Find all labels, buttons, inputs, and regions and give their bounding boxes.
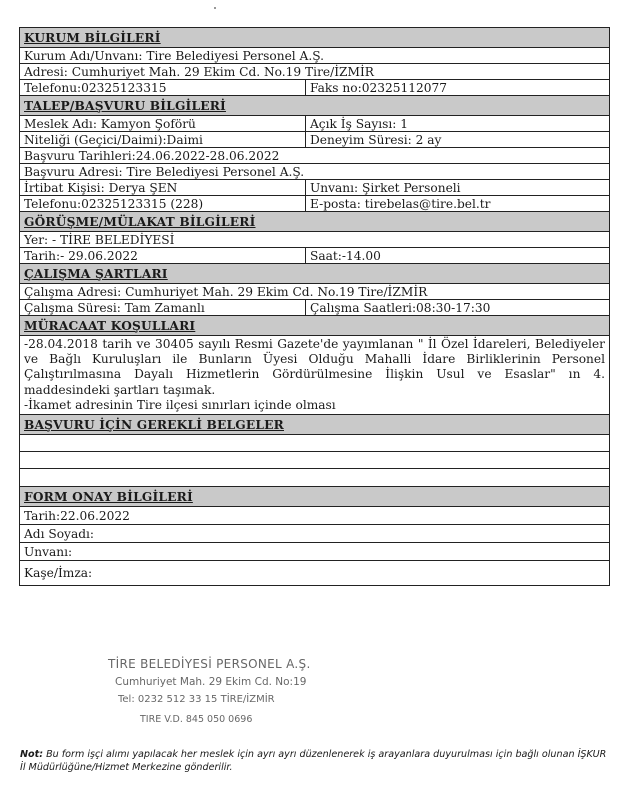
talep-address: Başvuru Adresi: Tire Belediyesi Personel A.Ş. [20, 164, 610, 180]
kurum-fax: Faks no:02325112077 [306, 80, 610, 96]
talep-experience: Deneyim Süresi: 2 ay [306, 132, 610, 148]
scan-speck [214, 7, 216, 9]
onay-name: Adı Soyadı: [20, 525, 610, 543]
gorusme-time: Saat:-14.00 [306, 248, 610, 264]
footer-note-label: Not: [20, 749, 44, 760]
talep-title: Unvanı: Şirket Personeli [306, 180, 610, 196]
gorusme-place: Yer: - TİRE BELEDİYESİ [20, 232, 610, 248]
onay-title: Unvanı: [20, 543, 610, 561]
section-header-belgeler: BAŞVURU İÇİN GEREKLİ BELGELER [20, 415, 610, 435]
section-header-gorusme: GÖRÜŞME/MÜLAKAT BİLGİLERİ [20, 212, 610, 232]
talep-job: Meslek Adı: Kamyon Şoförü [20, 116, 306, 132]
stamp-phone: Tel: 0232 512 33 15 TİRE/İZMİR [118, 694, 275, 705]
section-header-muracaat: MÜRACAAT KOŞULLARI [20, 316, 610, 336]
section-header-talep: TALEP/BAŞVURU BİLGİLERİ [20, 96, 610, 116]
footer-note [20, 748, 610, 774]
talep-email: E-posta: tirebelas@tire.bel.tr [306, 196, 610, 212]
section-header-kurum: KURUM BİLGİLERİ [20, 28, 610, 48]
section-header-calisma: ÇALIŞMA ŞARTLARI [20, 264, 610, 284]
talep-phone: Telefonu:02325123315 (228) [20, 196, 306, 212]
section-header-onay: FORM ONAY BİLGİLERİ [20, 487, 610, 507]
belgeler-row-2 [20, 452, 610, 469]
calisma-hours: Çalışma Saatleri:08:30-17:30 [306, 300, 610, 316]
stamp-address: Cumhuriyet Mah. 29 Ekim Cd. No:19 [115, 676, 307, 688]
calisma-address: Çalışma Adresi: Cumhuriyet Mah. 29 Ekim Cd. No.19 Tire/İZMİR [20, 284, 610, 300]
muracaat-conditions [20, 336, 610, 415]
talep-contact: İrtibat Kişisi: Derya ŞEN [20, 180, 306, 196]
talep-nature: Niteliği (Geçici/Daimi):Daimi [20, 132, 306, 148]
muracaat-condition-1: -28.04.2018 tarih ve 30405 sayılı Resmi Gazete'de yayımlanan " İl Özel İdareleri, Belediyeler ve Bağlı Kuruluşları ile Bunların Üyesi Olduğu Mahalli İdare Birliklerinin Personel Çalıştırılmasına Dayalı Hizmetlerin Gördürülmesine İlişkin Usul ve Esaslar" ın 4. maddesindeki şartları taşımak. [24, 337, 605, 397]
kurum-phone: Telefonu:02325123315 [20, 80, 306, 96]
stamp-company-name: TİRE BELEDİYESİ PERSONEL A.Ş. [108, 657, 311, 671]
onay-stamp-field: Kaşe/İmza: [20, 561, 610, 586]
talep-openings: Açık İş Sayısı: 1 [306, 116, 610, 132]
onay-date: Tarih:22.06.2022 [20, 507, 610, 525]
talep-dates: Başvuru Tarihleri:24.06.2022-28.06.2022 [20, 148, 610, 164]
gorusme-date: Tarih:- 29.06.2022 [20, 248, 306, 264]
stamp-tax-office: TİRE V.D. 845 050 0696 [140, 714, 253, 725]
footer-note-text: Bu form işçi alımı yapılacak her meslek için ayrı ayrı düzenlenerek iş arayanlara duyurulması için bağlı olunan İŞKUR İl Müdürlüğüne/Hizmet Merkezine gönderilir. [20, 749, 607, 773]
job-posting-form [19, 27, 609, 586]
muracaat-condition-2: -İkamet adresinin Tire ilçesi sınırları içinde olması [24, 397, 336, 412]
kurum-address: Adresi: Cumhuriyet Mah. 29 Ekim Cd. No.19 Tire/İZMİR [20, 64, 610, 80]
belgeler-row-1 [20, 435, 610, 452]
belgeler-row-3 [20, 469, 610, 487]
kurum-name: Kurum Adı/Unvanı: Tire Belediyesi Personel A.Ş. [20, 48, 610, 64]
calisma-duration: Çalışma Süresi: Tam Zamanlı [20, 300, 306, 316]
